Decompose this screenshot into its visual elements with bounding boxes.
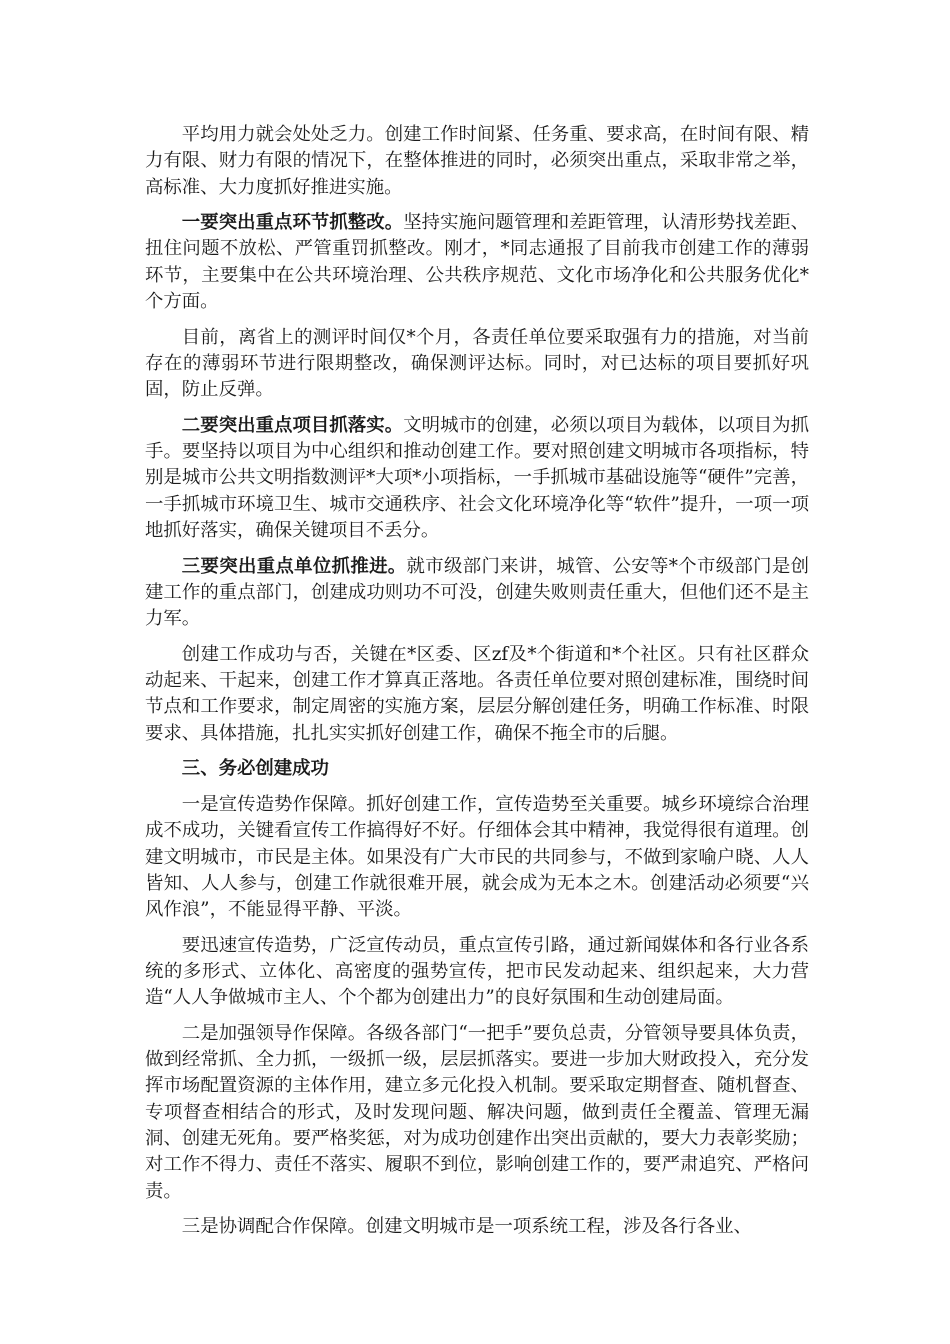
paragraph-lead-key-projects: 二要突出重点项目抓落实。 [181,414,404,436]
section-heading-3: 三、务必创建成功 [181,758,329,780]
paragraph-leadership-guarantee: 二是加强领导作保障。各级各部门“一把手”要负总责，分管领导要具体负责，做到经常抓、全力抓，一级抓一级，层层抓落实。要进一步加大财政投入，充分发挥市场配置资源的主体作用，建立多元化投入机制。要采取定期督查、随机督查、专项督查相结合的形式，及时发现问题、解决问题，做到责任全覆盖、管理无漏洞、创建无死角。要严格奖惩，对为成功创建作出突出贡献的，要大力表彰奖励；对工作不得力、责任不落实、履职不到位，影响创建工作的，要严肃追究、严格问责。 [145,1022,809,1202]
paragraph-body-key-links: 坚持实施问题管理和差距管理，认清形势找差距、扭住问题不放松、严管重罚抓整改。刚才，*同志通报了目前我市创建工作的薄弱环节，主要集中在公共环境治理、公共秩序规范、文化市场净化和公共服务优化*个方面。 [145,212,809,313]
document-page [145,122,809,1250]
paragraph-coordination-guarantee: 三是协调配合作保障。创建文明城市是一项系统工程，涉及各行各业、 [181,1216,752,1238]
paragraph-publicity-momentum: 要迅速宣传造势，广泛宣传动员，重点宣传引路，通过新闻媒体和各行业各系统的多形式、立体化、高密度的强势宣传，把市民发动起来、组织起来，大力营造“人人争做城市主人、个个都为创建出力”的良好氛围和生动创建局面。 [145,934,809,1009]
paragraph-body-key-projects: 文明城市的创建，必须以项目为载体，以项目为抓手。要坚持以项目为中心组织和推动创建工作。要对照创建文明城市各项指标，特别是城市公共文明指数测评*大项*小项指标，一手抓城市基础设施等“硬件”完善，一手抓城市环境卫生、城市交通秩序、社会文化环境净化等“软件”提升，一项一项地抓好落实，确保关键项目不丢分。 [145,414,809,542]
paragraph-focus-intro: 平均用力就会处处乏力。创建工作时间紧、任务重、要求高，在时间有限、精力有限、财力有限的情况下，在整体推进的同时，必须突出重点，采取非常之举，高标准、大力度抓好推进实施。 [145,124,809,198]
paragraph-key-links [145,210,809,315]
paragraph-key-units [145,554,809,633]
paragraph-key-projects [145,413,809,544]
paragraph-lead-key-links: 一要突出重点环节抓整改。 [181,212,404,234]
paragraph-publicity-guarantee: 一是宣传造势作保障。抓好创建工作，宣传造势至关重要。城乡环境综合治理成不成功，关键看宣传工作搞得好不好。仔细体会其中精神，我觉得很有道理。创建文明城市，市民是主体。如果没有广大市民的共同参与，不做到家喻户晓、人人皆知、人人参与，创建工作就很难开展，就会成为无本之木。创建活动必须要“兴风作浪”，不能显得平静、平淡。 [145,793,809,921]
paragraph-lead-key-units: 三要突出重点单位抓推进。 [181,555,407,577]
paragraph-community-success: 创建工作成功与否，关键在*区委、区zf及*个街道和*个社区。只有社区群众动起来、干起来，创建工作才算真正落地。各责任单位要对照创建标准，围绕时间节点和工作要求，制定周密的实施方案，层层分解创建任务，明确工作标准、时限要求、具体措施，扎扎实实抓好创建工作，确保不拖全市的后腿。 [145,643,809,744]
paragraph-body-key-units: 就市级部门来讲，城管、公安等*个市级部门是创建工作的重点部门，创建成功则功不可没，创建失败则责任重大，但他们还不是主力军。 [145,555,809,630]
paragraph-evaluation-deadline: 目前，离省上的测评时间仅*个月，各责任单位要采取强有力的措施，对当前存在的薄弱环节进行限期整改，确保测评达标。同时，对已达标的项目要抓好巩固，防止反弹。 [145,326,809,401]
